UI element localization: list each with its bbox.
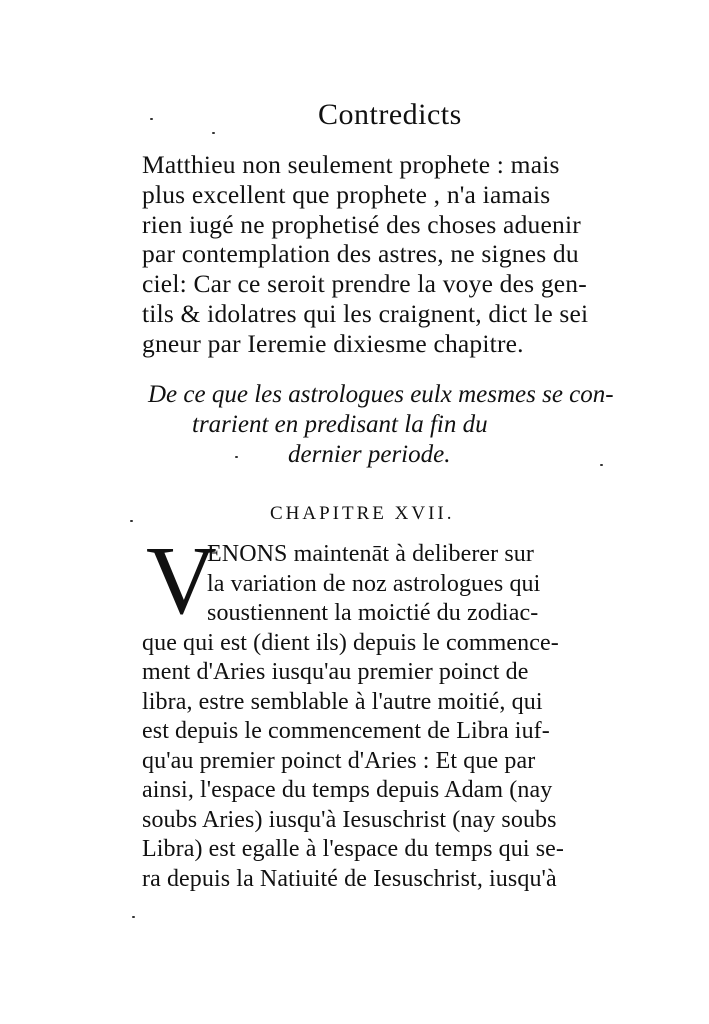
section-heading-line: trarient en predisant la fin du [192,411,488,438]
scan-speck [600,464,603,466]
text-line: par contemplation des astres, ne signes du [142,239,579,269]
text-line: ciel: Car ce seroit prendre la voye des gen- [142,269,587,299]
chapter-label: CHAPITRE XVII. [270,503,455,524]
text-line: libra, estre semblable à l'autre moitié, qui [142,688,543,715]
paragraph-2 [142,540,622,894]
text-line: soubs Aries) iusqu'à Iesuschrist (nay soubs [142,806,557,833]
section-heading-line: De ce que les astrologues eulx mesmes se con- [148,381,614,408]
section-heading-line: dernier periode. [288,441,451,468]
text-line: la variation de noz astrologues qui [207,570,541,597]
drop-cap: V [146,527,213,635]
text-line: ainsi, l'espace du temps depuis Adam (nay [142,777,553,803]
text-line: Libra) est egalle à l'espace du temps qui se- [142,836,564,862]
text-line: que qui est (dient ils) depuis le commence- [142,629,559,656]
text-line: qu'au premier poinct d'Aries : Et que par [142,747,536,774]
text-line: soustiennent la moictié du zodiac- [207,600,539,626]
text-line: ENONS maintenāt à deliberer sur [207,541,534,567]
text-line: tils & idolatres qui les craignent, dict le sei [142,298,589,328]
section-heading [148,380,618,470]
text-line: plus excellent que prophete , n'a iamais [142,179,551,209]
scan-speck [235,456,238,458]
text-line: rien iugé ne prophetisé des choses aduenir [142,209,581,239]
text-line: ra depuis la Natiuité de Iesuschrist, iusqu'à [142,865,557,892]
scan-speck [132,916,135,918]
paragraph-1 [142,150,622,359]
text-line: Matthieu non seulement prophete : mais [142,150,560,179]
scan-speck [130,520,133,522]
running-head: Contredicts [318,98,462,131]
text-line: est depuis le commencement de Libra iuf- [142,718,550,744]
text-line: ment d'Aries iusqu'au premier poinct de [142,659,529,685]
scan-speck [212,132,215,134]
scan-speck [150,118,153,120]
text-line: gneur par Ieremie dixiesme chapitre. [142,328,524,358]
